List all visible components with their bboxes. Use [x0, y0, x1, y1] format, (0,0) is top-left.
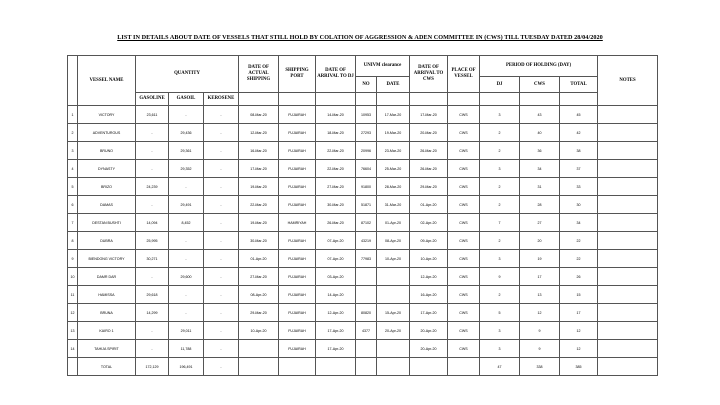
gasoil-cell: 8,452 [169, 214, 204, 232]
arrival-dj-cell: 27-Mar-20 [316, 178, 356, 196]
gasoline-cell: 30,271 [136, 250, 169, 268]
kerosene-cell: - [204, 268, 239, 286]
totals-gasoil: 196,491 [169, 358, 204, 376]
unvim-date-cell: 08-Apr-20 [377, 232, 410, 250]
arrival-dj-cell: 12-Apr-20 [316, 304, 356, 322]
notes-cell [598, 124, 658, 142]
actual-shipping-date-cell: 08-Mar-20 [239, 106, 279, 124]
gasoline-cell: - [136, 196, 169, 214]
notes-cell [598, 142, 658, 160]
arrival-cws-cell: 29-Mar-20 [410, 178, 448, 196]
header-shipping-port: SHIPPING PORT [279, 56, 316, 93]
dj-days-cell: 2 [480, 142, 520, 160]
cws-days-cell: 20 [520, 232, 560, 250]
kerosene-cell: - [204, 322, 239, 340]
table-row [68, 322, 658, 340]
gasoline-cell: 14,299 [136, 304, 169, 322]
kerosene-cell: - [204, 232, 239, 250]
notes-cell [598, 268, 658, 286]
vessel-name-cell: BRUNA [78, 304, 136, 322]
gasoil-cell: 29,361 [169, 142, 204, 160]
total-days-cell: 12 [560, 340, 598, 358]
arrival-cws-cell: 17-Mar-20 [410, 106, 448, 124]
notes-cell [598, 178, 658, 196]
header-date-arrival-cws: DATE OF ARRIVAL TO CWS [410, 56, 448, 93]
gasoil-cell: - [169, 232, 204, 250]
totals-index [68, 358, 78, 376]
row-index: 7 [68, 214, 78, 232]
totals-blank-5 [377, 358, 410, 376]
kerosene-cell: - [204, 196, 239, 214]
total-days-cell: 26 [560, 268, 598, 286]
vessel-name-cell: KAIRO 1 [78, 322, 136, 340]
gasoline-cell: 25,995 [136, 232, 169, 250]
unvim-no-cell [356, 286, 377, 304]
row-index: 3 [68, 142, 78, 160]
shipping-port-cell: FUJAIRAH [279, 160, 316, 178]
gasoil-cell: - [169, 286, 204, 304]
unvim-no-cell: 77983 [356, 250, 377, 268]
kerosene-cell: - [204, 304, 239, 322]
arrival-cws-cell: 20-Apr-20 [410, 340, 448, 358]
gasoil-cell: - [169, 106, 204, 124]
gasoil-cell: 29,352 [169, 160, 204, 178]
header-blank-2 [279, 93, 316, 106]
header-blank-5 [377, 93, 410, 106]
gasoline-cell: 23,611 [136, 106, 169, 124]
row-index: 10 [68, 268, 78, 286]
gasoline-cell: - [136, 340, 169, 358]
place-of-vessel-cell: CWS [448, 196, 480, 214]
vessel-name-cell: BRUNO [78, 142, 136, 160]
totals-notes [598, 358, 658, 376]
header-total: TOTAL [560, 77, 598, 93]
header-date-actual-shipping: DATE OF ACTUAL SHIPPING [239, 56, 279, 93]
gasoline-cell: - [136, 268, 169, 286]
place-of-vessel-cell: CWS [448, 268, 480, 286]
kerosene-cell: - [204, 160, 239, 178]
dj-days-cell: 3 [480, 340, 520, 358]
dj-days-cell: 3 [480, 160, 520, 178]
row-index: 14 [68, 340, 78, 358]
arrival-dj-cell: 07-Apr-20 [316, 232, 356, 250]
row-index: 12 [68, 304, 78, 322]
notes-cell [598, 304, 658, 322]
arrival-cws-cell: 26-Mar-20 [410, 160, 448, 178]
arrival-dj-cell: 14-Mar-20 [316, 106, 356, 124]
arrival-dj-cell: 07-Apr-20 [316, 250, 356, 268]
totals-blank-4 [356, 358, 377, 376]
arrival-dj-cell: 26-Mar-20 [316, 214, 356, 232]
table-row [68, 268, 658, 286]
place-of-vessel-cell: CWS [448, 286, 480, 304]
vessel-name-cell: DUBRA [78, 232, 136, 250]
total-days-cell: 22 [560, 250, 598, 268]
kerosene-cell: - [204, 340, 239, 358]
place-of-vessel-cell: CWS [448, 214, 480, 232]
arrival-cws-cell: 20-Mar-20 [410, 124, 448, 142]
shipping-port-cell: FUJAIRAH [279, 142, 316, 160]
unvim-date-cell: 17-Mar-20 [377, 106, 410, 124]
gasoil-cell: 29,011 [169, 322, 204, 340]
actual-shipping-date-cell: 12-Mar-20 [239, 124, 279, 142]
shipping-port-cell: FUJAIRAH [279, 124, 316, 142]
header-unvim-date: DATE [377, 77, 410, 93]
gasoil-cell: 29,600 [169, 268, 204, 286]
cws-days-cell: 27 [520, 214, 560, 232]
arrival-cws-cell: 12-Apr-20 [410, 268, 448, 286]
place-of-vessel-cell: CWS [448, 106, 480, 124]
kerosene-cell: - [204, 250, 239, 268]
unvim-date-cell [377, 340, 410, 358]
cws-days-cell: 12 [520, 304, 560, 322]
dj-days-cell: 2 [480, 286, 520, 304]
row-index: 8 [68, 232, 78, 250]
arrival-dj-cell: 22-Mar-20 [316, 160, 356, 178]
unvim-date-cell: 19-Mar-20 [377, 124, 410, 142]
gasoil-cell: 11,788 [169, 340, 204, 358]
actual-shipping-date-cell: 10-Apr-20 [239, 322, 279, 340]
totals-total: 385 [560, 358, 598, 376]
arrival-dj-cell: 17-Apr-20 [316, 340, 356, 358]
kerosene-cell: - [204, 214, 239, 232]
kerosene-cell: - [204, 286, 239, 304]
table-row [68, 214, 658, 232]
place-of-vessel-cell: CWS [448, 160, 480, 178]
place-of-vessel-cell: CWS [448, 304, 480, 322]
actual-shipping-date-cell: 19-Mar-20 [239, 178, 279, 196]
unvim-no-cell [356, 340, 377, 358]
gasoline-cell: - [136, 322, 169, 340]
total-days-cell: 12 [560, 322, 598, 340]
gasoline-cell: - [136, 142, 169, 160]
shipping-port-cell: FUJAIRAH [279, 286, 316, 304]
unvim-date-cell: 15-Apr-20 [377, 304, 410, 322]
row-index: 9 [68, 250, 78, 268]
table-row [68, 250, 658, 268]
actual-shipping-date-cell [239, 340, 279, 358]
dj-days-cell: 2 [480, 232, 520, 250]
notes-cell [598, 160, 658, 178]
header-unvim-no: NO [356, 77, 377, 93]
arrival-dj-cell: 17-Apr-20 [316, 322, 356, 340]
gasoil-cell: 29,436 [169, 124, 204, 142]
unvim-no-cell: 4377 [356, 322, 377, 340]
actual-shipping-date-cell: 19-Mar-20 [239, 214, 279, 232]
shipping-port-cell: HAMRIYAH [279, 214, 316, 232]
shipping-port-cell: FUJAIRAH [279, 340, 316, 358]
cws-days-cell: 34 [520, 160, 560, 178]
header-blank-3 [316, 93, 356, 106]
total-days-cell: 33 [560, 178, 598, 196]
header-blank-7 [448, 93, 480, 106]
arrival-cws-cell: 10-Apr-20 [410, 250, 448, 268]
notes-cell [598, 232, 658, 250]
vessel-name-cell: VICTORY [78, 106, 136, 124]
cws-days-cell: 28 [520, 196, 560, 214]
table-row [68, 178, 658, 196]
place-of-vessel-cell: CWS [448, 322, 480, 340]
header-vessel-name: VESSEL NAME [78, 56, 136, 106]
notes-cell [598, 286, 658, 304]
gasoil-cell: - [169, 304, 204, 322]
dj-days-cell: 3 [480, 250, 520, 268]
unvim-no-cell: 51871 [356, 196, 377, 214]
place-of-vessel-cell: CWS [448, 232, 480, 250]
table-row [68, 124, 658, 142]
arrival-cws-cell: 09-Apr-20 [410, 232, 448, 250]
header-gasoil: GASOIL [169, 93, 204, 106]
shipping-port-cell: FUJAIRAH [279, 304, 316, 322]
unvim-date-cell: 20-Apr-20 [377, 322, 410, 340]
vessel-name-cell: HAMISSA [78, 286, 136, 304]
actual-shipping-date-cell: 17-Mar-20 [239, 160, 279, 178]
unvim-no-cell: 91800 [356, 178, 377, 196]
total-days-cell: 15 [560, 286, 598, 304]
unvim-date-cell [377, 268, 410, 286]
unvim-date-cell: 01-Apr-20 [377, 214, 410, 232]
unvim-date-cell: 23-Mar-20 [377, 142, 410, 160]
arrival-dj-cell: 22-Mar-20 [316, 142, 356, 160]
cws-days-cell: 31 [520, 178, 560, 196]
unvim-no-cell: 43219 [356, 232, 377, 250]
header-blank-10 [560, 93, 598, 106]
totals-cws: 338 [520, 358, 560, 376]
total-days-cell: 30 [560, 196, 598, 214]
total-days-cell: 38 [560, 142, 598, 160]
arrival-cws-cell: 17-Apr-20 [410, 304, 448, 322]
vessel-name-cell: DAMR DAR [78, 268, 136, 286]
row-index: 5 [68, 178, 78, 196]
cws-days-cell: 17 [520, 268, 560, 286]
totals-blank-3 [316, 358, 356, 376]
unvim-no-cell: 80820 [356, 304, 377, 322]
gasoline-cell: 24,239 [136, 178, 169, 196]
vessel-name-cell: DAMAS [78, 196, 136, 214]
arrival-cws-cell: 26-Mar-20 [410, 142, 448, 160]
header-index [68, 56, 78, 106]
total-days-cell: 42 [560, 124, 598, 142]
unvim-no-cell: 20996 [356, 142, 377, 160]
actual-shipping-date-cell: 01-Apr-20 [239, 250, 279, 268]
vessel-name-cell: BIENDONG VICTORY [78, 250, 136, 268]
table-row [68, 142, 658, 160]
unvim-no-cell: 10953 [356, 106, 377, 124]
shipping-port-cell: FUJAIRAH [279, 322, 316, 340]
gasoline-cell: - [136, 160, 169, 178]
vessel-name-cell: ADVENTUROUS [78, 124, 136, 142]
cws-days-cell: 9 [520, 322, 560, 340]
table-row [68, 106, 658, 124]
shipping-port-cell: FUJAIRAH [279, 268, 316, 286]
shipping-port-cell: FUJAIRAH [279, 250, 316, 268]
actual-shipping-date-cell: 22-Mar-20 [239, 196, 279, 214]
notes-cell [598, 250, 658, 268]
unvim-no-cell: 87102 [356, 214, 377, 232]
totals-dj: 47 [480, 358, 520, 376]
total-days-cell: 34 [560, 214, 598, 232]
table-row [68, 286, 658, 304]
kerosene-cell: - [204, 106, 239, 124]
table-row [68, 304, 658, 322]
gasoline-cell: 14,094 [136, 214, 169, 232]
dj-days-cell: 5 [480, 304, 520, 322]
unvim-no-cell [356, 268, 377, 286]
totals-blank-6 [410, 358, 448, 376]
actual-shipping-date-cell: 30-Mar-20 [239, 232, 279, 250]
place-of-vessel-cell: CWS [448, 340, 480, 358]
gasoline-cell: - [136, 124, 169, 142]
place-of-vessel-cell: CWS [448, 142, 480, 160]
unvim-date-cell: 10-Apr-20 [377, 250, 410, 268]
header-unvim: UNIVM clearance [356, 56, 410, 77]
totals-kerosene: - [204, 358, 239, 376]
cws-days-cell: 36 [520, 142, 560, 160]
header-blank-6 [410, 93, 448, 106]
cws-days-cell: 40 [520, 124, 560, 142]
header-period-holding: PERIOD OF HOLDING (DAY) [480, 56, 598, 77]
header-cws: CWS [520, 77, 560, 93]
arrival-cws-cell: 16-Apr-20 [410, 286, 448, 304]
unvim-date-cell: 28-Mar-20 [377, 178, 410, 196]
cws-days-cell: 9 [520, 340, 560, 358]
kerosene-cell: - [204, 178, 239, 196]
row-index: 2 [68, 124, 78, 142]
kerosene-cell: - [204, 124, 239, 142]
row-index: 4 [68, 160, 78, 178]
row-index: 6 [68, 196, 78, 214]
dj-days-cell: 7 [480, 214, 520, 232]
header-blank-1 [239, 93, 279, 106]
vessel-name-cell: DESTAN BUSHTI [78, 214, 136, 232]
header-notes: NOTES [598, 56, 658, 106]
place-of-vessel-cell: CWS [448, 178, 480, 196]
arrival-dj-cell: 30-Mar-20 [316, 196, 356, 214]
shipping-port-cell: FUJAIRAH [279, 106, 316, 124]
arrival-dj-cell: 03-Apr-20 [316, 268, 356, 286]
unvim-date-cell: 25-Mar-20 [377, 160, 410, 178]
unvim-no-cell: 27293 [356, 124, 377, 142]
dj-days-cell: 3 [480, 106, 520, 124]
header-blank-4 [356, 93, 377, 106]
arrival-cws-cell: 20-Apr-20 [410, 322, 448, 340]
header-quantity: QUANTITY [136, 56, 239, 93]
header-kerosene: KEROSENE [204, 93, 239, 106]
unvim-date-cell [377, 286, 410, 304]
shipping-port-cell: FUJAIRAH [279, 232, 316, 250]
vessels-table [67, 55, 658, 376]
gasoline-cell: 29,618 [136, 286, 169, 304]
arrival-dj-cell: 18-Mar-20 [316, 124, 356, 142]
arrival-cws-cell: 01-Apr-20 [410, 196, 448, 214]
table-row [68, 196, 658, 214]
totals-blank-7 [448, 358, 480, 376]
dj-days-cell: 2 [480, 178, 520, 196]
table-row [68, 160, 658, 178]
arrival-cws-cell: 02-Apr-20 [410, 214, 448, 232]
cws-days-cell: 19 [520, 250, 560, 268]
totals-row [68, 358, 658, 376]
shipping-port-cell: FUJAIRAH [279, 178, 316, 196]
table-body [68, 106, 658, 358]
unvim-no-cell: 76604 [356, 160, 377, 178]
header-gasoline: GASOLINE [136, 93, 169, 106]
document-title: LIST IN DETAILS ABOUT DATE OF VESSELS THAT STILL HOLD BY COLATION OF AGGRESSION & ADEN COMMITTEE IN (CWS) TILL TUESDAY DATED 28/04/2020 [117, 34, 603, 41]
cws-days-cell: 13 [520, 286, 560, 304]
notes-cell [598, 214, 658, 232]
vessel-name-cell: TAHIJA SPIRIT [78, 340, 136, 358]
actual-shipping-date-cell: 08-Apr-20 [239, 286, 279, 304]
total-days-cell: 45 [560, 106, 598, 124]
header-dj: DJ [480, 77, 520, 93]
totals-label: TOTAL [78, 358, 136, 376]
totals-blank-1 [239, 358, 279, 376]
totals-gasoline: 172,129 [136, 358, 169, 376]
actual-shipping-date-cell: 16-Mar-20 [239, 142, 279, 160]
total-days-cell: 22 [560, 232, 598, 250]
place-of-vessel-cell: CWS [448, 124, 480, 142]
header-blank-9 [520, 93, 560, 106]
notes-cell [598, 106, 658, 124]
gasoil-cell: - [169, 178, 204, 196]
notes-cell [598, 196, 658, 214]
kerosene-cell: - [204, 142, 239, 160]
dj-days-cell: 2 [480, 196, 520, 214]
header-blank-8 [480, 93, 520, 106]
actual-shipping-date-cell: 29-Mar-20 [239, 304, 279, 322]
dj-days-cell: 9 [480, 268, 520, 286]
unvim-date-cell: 31-Mar-20 [377, 196, 410, 214]
row-index: 13 [68, 322, 78, 340]
notes-cell [598, 340, 658, 358]
total-days-cell: 17 [560, 304, 598, 322]
table-row [68, 340, 658, 358]
arrival-dj-cell: 14-Apr-20 [316, 286, 356, 304]
cws-days-cell: 43 [520, 106, 560, 124]
row-index: 11 [68, 286, 78, 304]
gasoil-cell: - [169, 250, 204, 268]
notes-cell [598, 322, 658, 340]
row-index: 1 [68, 106, 78, 124]
dj-days-cell: 3 [480, 322, 520, 340]
place-of-vessel-cell: CWS [448, 250, 480, 268]
vessel-name-cell: BRIZO [78, 178, 136, 196]
shipping-port-cell: FUJAIRAH [279, 196, 316, 214]
gasoil-cell: 29,491 [169, 196, 204, 214]
actual-shipping-date-cell: 27-Mar-20 [239, 268, 279, 286]
total-days-cell: 37 [560, 160, 598, 178]
totals-blank-2 [279, 358, 316, 376]
header-date-arrival-dj: DATE OF ARRIVAL TO DJ [316, 56, 356, 93]
table-row [68, 232, 658, 250]
dj-days-cell: 2 [480, 124, 520, 142]
header-place-vessel: PLACE OF VESSEL [448, 56, 480, 93]
vessel-name-cell: DYNASTY [78, 160, 136, 178]
